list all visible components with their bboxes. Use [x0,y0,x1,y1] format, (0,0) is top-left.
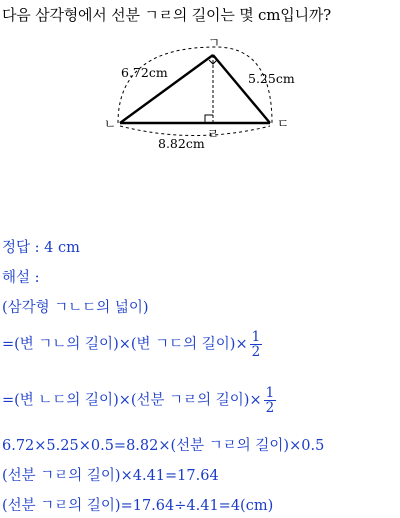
solution-line-2-text: =(변 ㄱㄴ의 길이)×(변 ㄱㄷ의 길이)× [2,336,248,353]
triangle-figure [0,30,400,160]
solution-line-6: (선분 ㄱㄹ의 길이)=17.64÷4.41=4(cm) [2,498,274,514]
answer-value: 4 cm [44,240,80,256]
side-left-label: 6.72cm [121,65,168,80]
side-right-line [213,55,270,123]
side-bottom-label: 8.82cm [158,136,205,151]
fraction-one-half [264,386,277,415]
solution-line-2 [2,330,262,359]
answer-label: 정답 : [2,240,40,256]
vertex-top-label: ㄱ [208,35,221,50]
fraction-one-half [250,330,263,359]
vertex-right-label: ㄷ [277,116,290,131]
answer-line [2,236,80,257]
solution-line-3 [2,386,276,415]
foot-point-label: ㄹ [207,126,220,141]
solution-line-1: (삼각형 ㄱㄴㄷ의 넓이) [2,300,149,316]
question-text: 다음 삼각형에서 선분 ㄱㄹ의 길이는 몇 cm입니까? [2,6,331,24]
explanation-label: 해설 : [2,270,40,286]
fraction-numerator: 1 [265,385,275,401]
dashed-bottom-arc [120,126,270,136]
side-right-label: 5.25cm [248,71,295,86]
solution-line-3-text: =(변 ㄴㄷ의 길이)×(선분 ㄱㄹ의 길이)× [2,392,262,409]
fraction-denominator: 2 [265,400,275,417]
vertex-left-label: ㄴ [104,116,117,131]
fraction-numerator: 1 [251,329,261,345]
solution-line-4: 6.72×5.25×0.5=8.82×(선분 ㄱㄹ의 길이)×0.5 [2,438,325,454]
fraction-denominator: 2 [251,344,261,361]
solution-line-5: (선분 ㄱㄹ의 길이)×4.41=17.64 [2,468,219,484]
